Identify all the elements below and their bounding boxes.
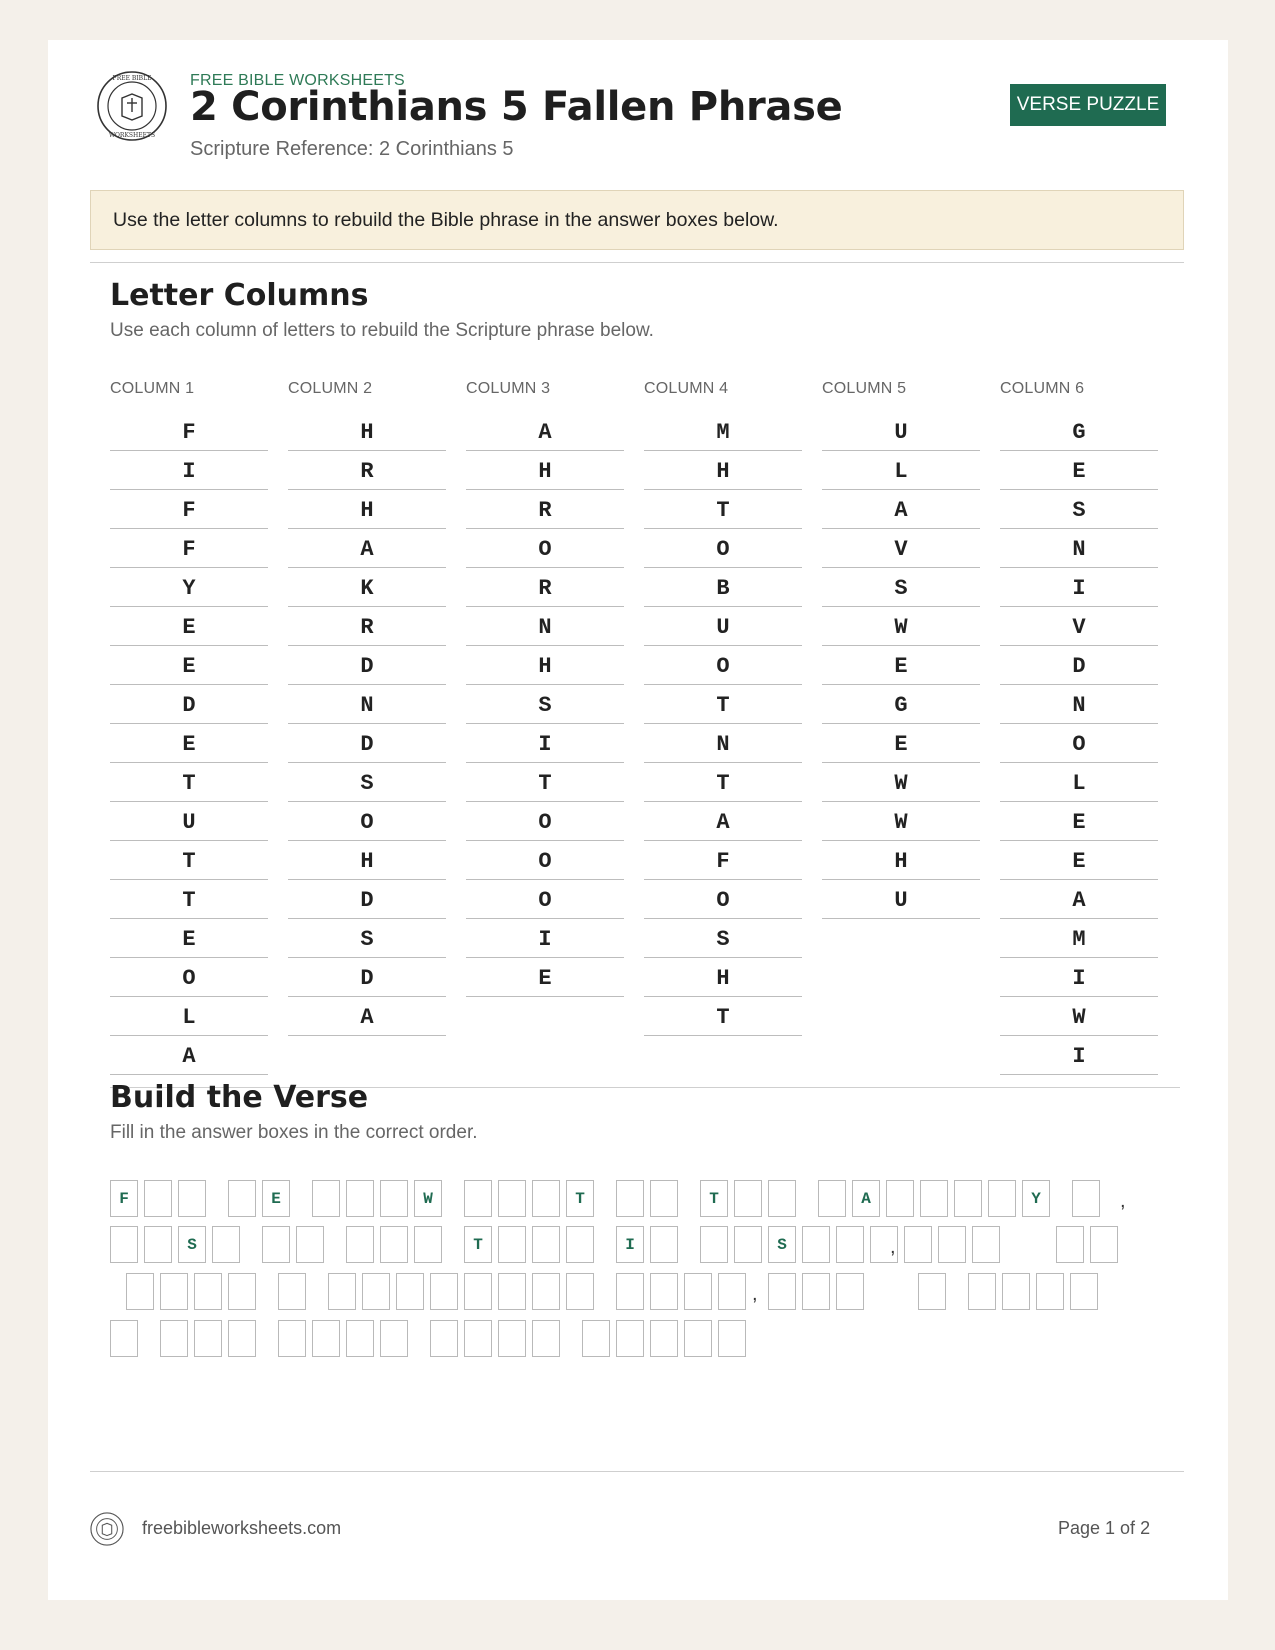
column-letter: U [822,412,980,451]
column-letter: E [1000,451,1158,490]
answer-box[interactable] [768,1273,796,1310]
answer-box[interactable] [430,1320,458,1357]
answer-box[interactable] [532,1273,560,1310]
answer-box[interactable] [194,1273,222,1310]
column-letter: T [110,841,268,880]
column-letter: F [110,490,268,529]
answer-box[interactable] [296,1226,324,1263]
answer-box[interactable] [836,1226,864,1263]
column-letter: D [1000,646,1158,685]
column-letter: S [288,919,446,958]
letter-columns-title: Letter Columns [110,278,369,313]
answer-box[interactable] [126,1273,154,1310]
answer-box-hint[interactable]: T [700,1180,728,1217]
column-letter: I [466,919,624,958]
column-letter: B [644,568,802,607]
column-letter: O [466,841,624,880]
column-letter: O [644,880,802,919]
answer-box[interactable] [954,1180,982,1217]
answer-box[interactable] [396,1273,424,1310]
column-letter: E [1000,802,1158,841]
answer-box[interactable] [380,1180,408,1217]
divider [90,1471,1184,1472]
column-letter: L [1000,763,1158,802]
column-letter: H [466,646,624,685]
bible-seal-logo-icon [96,70,168,142]
answer-box[interactable] [278,1273,306,1310]
answer-box[interactable] [972,1226,1000,1263]
answer-box[interactable] [886,1180,914,1217]
answer-box[interactable] [616,1320,644,1357]
answer-box-hint[interactable]: F [110,1180,138,1217]
answer-box[interactable] [110,1226,138,1263]
column-letter: T [466,763,624,802]
column-letter: V [822,529,980,568]
instruction-banner [90,190,1184,250]
column-letter: O [644,529,802,568]
column-letter: N [466,607,624,646]
column-letter: H [822,841,980,880]
answer-box[interactable] [430,1273,458,1310]
answer-box[interactable] [178,1180,206,1217]
column-letter: O [110,958,268,997]
column-letter: V [1000,607,1158,646]
column-letter: W [822,607,980,646]
column-letter: I [1000,958,1158,997]
answer-box[interactable] [346,1180,374,1217]
build-verse-subtitle: Fill in the answer boxes in the correct order. [110,1122,478,1143]
column-letter: S [466,685,624,724]
column-letter: D [288,724,446,763]
answer-box[interactable] [110,1320,138,1357]
column-letter: S [1000,490,1158,529]
answer-box[interactable] [498,1320,526,1357]
answer-box[interactable] [718,1320,746,1357]
answer-box[interactable] [566,1226,594,1263]
letter-column-6 [1000,378,1158,1075]
column-letter: T [644,685,802,724]
answer-box[interactable] [616,1180,644,1217]
column-letter: E [466,958,624,997]
answer-box[interactable] [1036,1273,1064,1310]
answer-box[interactable] [650,1273,678,1310]
column-letter: L [822,451,980,490]
answer-punctuation: , [890,1236,896,1258]
column-letter: E [110,724,268,763]
column-letter: N [1000,529,1158,568]
answer-box[interactable] [968,1273,996,1310]
answer-box[interactable] [228,1273,256,1310]
answer-box[interactable] [818,1180,846,1217]
answer-box[interactable] [362,1273,390,1310]
answer-box[interactable] [802,1226,830,1263]
answer-box[interactable] [650,1226,678,1263]
column-letter: R [288,451,446,490]
answer-box[interactable] [228,1180,256,1217]
column-letter: O [644,646,802,685]
column-letter: E [110,646,268,685]
answer-box[interactable] [262,1226,290,1263]
answer-box[interactable] [194,1320,222,1357]
column-letter: D [288,880,446,919]
column-letter: E [110,919,268,958]
answer-box[interactable] [566,1273,594,1310]
column-letter: H [644,451,802,490]
answer-box-hint[interactable]: E [262,1180,290,1217]
column-letter: H [644,958,802,997]
svg-text:WORKSHEETS: WORKSHEETS [108,132,156,139]
column-letter: S [822,568,980,607]
letter-column-5 [822,378,980,919]
verse-puzzle-badge: VERSE PUZZLE [1010,84,1166,126]
answer-box[interactable] [616,1273,644,1310]
answer-box[interactable] [498,1273,526,1310]
column-letter: T [644,997,802,1036]
column-letter: A [644,802,802,841]
answer-box[interactable] [802,1273,830,1310]
column-letter: U [644,607,802,646]
column-letter: I [466,724,624,763]
answer-box[interactable] [920,1180,948,1217]
letter-column-4 [644,378,802,1036]
footer-site: freebibleworksheets.com [142,1518,342,1538]
answer-box[interactable] [346,1226,374,1263]
answer-box[interactable] [160,1273,188,1310]
answer-box[interactable] [718,1273,746,1310]
page-number: Page 1 of 2 [1058,1518,1151,1538]
build-verse-title: Build the Verse [110,1080,369,1115]
answer-box[interactable] [938,1226,966,1263]
column-letter: A [288,529,446,568]
column-letter: K [288,568,446,607]
answer-box[interactable] [1072,1180,1100,1217]
answer-box[interactable] [144,1180,172,1217]
column-letter: N [288,685,446,724]
column-letter: T [110,880,268,919]
column-letter: I [1000,1036,1158,1075]
column-header: COLUMN 1 [110,380,195,397]
answer-box[interactable] [414,1226,442,1263]
answer-box[interactable] [498,1180,526,1217]
column-header: COLUMN 3 [466,380,551,397]
brand-name: FREE BIBLE WORKSHEETS [190,72,405,89]
answer-box[interactable] [144,1226,172,1263]
svg-text:FREE BIBLE: FREE BIBLE [112,75,152,82]
column-letter: H [288,490,446,529]
answer-box[interactable] [904,1226,932,1263]
column-letter: U [822,880,980,919]
column-letter: O [1000,724,1158,763]
column-letter: F [110,529,268,568]
divider [90,262,1184,263]
answer-box-hint[interactable]: Y [1022,1180,1050,1217]
answer-box[interactable] [582,1320,610,1357]
column-header: COLUMN 5 [822,380,907,397]
column-letter: G [822,685,980,724]
answer-box[interactable] [532,1180,560,1217]
letter-column-1 [110,378,268,1075]
column-letter: A [110,1036,268,1075]
column-letter: E [110,607,268,646]
answer-punctuation: , [752,1283,758,1305]
column-letter: I [1000,568,1158,607]
column-letter: R [466,490,624,529]
column-header: COLUMN 6 [1000,380,1085,397]
answer-box[interactable] [464,1180,492,1217]
column-letter: D [110,685,268,724]
page-title: 2 Corinthians 5 Fallen Phrase [190,84,843,130]
column-letter: A [822,490,980,529]
column-letter: O [466,802,624,841]
answer-box[interactable] [380,1226,408,1263]
column-letter: R [288,607,446,646]
answer-box[interactable] [160,1320,188,1357]
column-letter: D [288,646,446,685]
answer-box[interactable] [1090,1226,1118,1263]
column-letter: D [288,958,446,997]
answer-box[interactable] [532,1320,560,1357]
column-letter: H [288,412,446,451]
answer-box[interactable] [836,1273,864,1310]
answer-box[interactable] [312,1180,340,1217]
answer-box-hint[interactable]: A [852,1180,880,1217]
answer-box[interactable] [988,1180,1016,1217]
answer-box[interactable] [212,1226,240,1263]
worksheet-page [48,40,1228,1600]
answer-box[interactable] [684,1320,712,1357]
answer-box[interactable] [918,1273,946,1310]
answer-box[interactable] [464,1320,492,1357]
answer-box[interactable] [734,1226,762,1263]
letter-columns-subtitle: Use each column of letters to rebuild the Scripture phrase below. [110,320,654,341]
answer-punctuation: , [1120,1190,1126,1212]
column-letter: I [110,451,268,490]
letter-column-3 [466,378,624,997]
bible-seal-logo-icon [90,1512,124,1546]
answer-box[interactable] [328,1273,356,1310]
answer-box[interactable] [380,1320,408,1357]
column-letter: L [110,997,268,1036]
answer-box-hint[interactable]: S [178,1226,206,1263]
answer-box[interactable] [1002,1273,1030,1310]
column-letter: N [1000,685,1158,724]
answer-box[interactable] [1056,1226,1084,1263]
answer-box[interactable] [498,1226,526,1263]
column-letter: T [644,763,802,802]
scripture-reference: Scripture Reference: 2 Corinthians 5 [190,138,514,160]
column-letter: S [644,919,802,958]
answer-box[interactable] [532,1226,560,1263]
column-letter: E [1000,841,1158,880]
column-letter: S [288,763,446,802]
column-letter: T [644,490,802,529]
column-letter: Y [110,568,268,607]
column-letter: T [110,763,268,802]
column-header: COLUMN 4 [644,380,729,397]
column-letter: W [822,763,980,802]
column-letter: H [466,451,624,490]
answer-box[interactable] [278,1320,306,1357]
answer-box[interactable] [228,1320,256,1357]
answer-box[interactable] [312,1320,340,1357]
column-letter: G [1000,412,1158,451]
column-letter: H [288,841,446,880]
answer-box[interactable] [650,1180,678,1217]
column-letter: O [466,529,624,568]
column-header: COLUMN 2 [288,380,373,397]
answer-box[interactable] [734,1180,762,1217]
column-letter: O [288,802,446,841]
column-letter: O [466,880,624,919]
answer-box-hint[interactable]: T [566,1180,594,1217]
answer-box[interactable] [684,1273,712,1310]
column-letter: A [466,412,624,451]
column-letter: E [822,646,980,685]
answer-box[interactable] [700,1226,728,1263]
column-letter: A [288,997,446,1036]
answer-box-hint[interactable]: I [616,1226,644,1263]
instruction-text: Use the letter columns to rebuild the Bible phrase in the answer boxes below. [113,208,779,231]
column-letter: N [644,724,802,763]
column-letter: R [466,568,624,607]
answer-box[interactable] [464,1273,492,1310]
column-letter: F [110,412,268,451]
column-letter: W [822,802,980,841]
column-letter: M [644,412,802,451]
letter-column-2 [288,378,446,1036]
column-letter: F [644,841,802,880]
answer-box-hint[interactable]: W [414,1180,442,1217]
column-letter: A [1000,880,1158,919]
answer-box[interactable] [768,1180,796,1217]
column-letter: E [822,724,980,763]
column-letter: W [1000,997,1158,1036]
answer-box-hint[interactable]: T [464,1226,492,1263]
answer-box[interactable] [1070,1273,1098,1310]
column-letter: M [1000,919,1158,958]
answer-box-hint[interactable]: S [768,1226,796,1263]
answer-box[interactable] [650,1320,678,1357]
column-letter: U [110,802,268,841]
answer-box[interactable] [346,1320,374,1357]
